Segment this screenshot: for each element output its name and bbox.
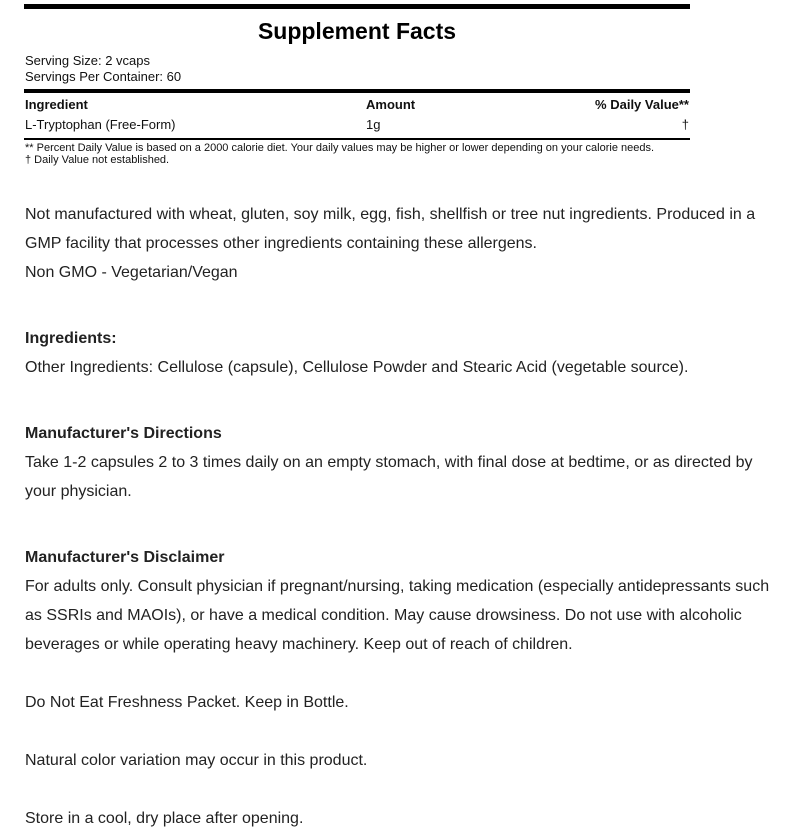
freshness-packet-text: Do Not Eat Freshness Packet. Keep in Bottle. [25,694,349,711]
thin-rule [24,138,690,140]
header-daily-value: % Daily Value** [595,97,689,112]
footnote-dv-not-established: † Daily Value not established. [25,154,170,166]
ingredients-heading: Ingredients: [25,330,117,347]
storage-text: Store in a cool, dry place after opening. [25,810,304,827]
footnote-percent-dv: ** Percent Daily Value is based on a 2000 calorie diet. Your daily values may be higher or lower depending on your calorie needs. [25,142,655,154]
facts-header-row [24,95,690,115]
row-ingredient: L-Tryptophan (Free-Form) [25,117,176,132]
serving-size: Serving Size: 2 vcaps [25,53,151,68]
non-gmo-statement: Non GMO - Vegetarian/Vegan [25,264,238,281]
directions-heading: Manufacturer's Directions [25,425,222,442]
product-description [25,200,785,833]
color-variation-text: Natural color variation may occur in this product. [25,752,368,769]
serving-info [24,53,690,85]
facts-row [24,115,690,135]
header-amount: Amount [366,97,416,112]
disclaimer-text: For adults only. Consult physician if pregnant/nursing, taking medication (especially antidepressants such as SSRIs and MAOIs), or have a medical condition. May cause drowsiness. Do not use with alcoholic beverages or while operating heavy machinery. Keep out of reach of children. [25,578,770,653]
thick-rule [24,89,690,93]
disclaimer-heading: Manufacturer's Disclaimer [25,549,225,566]
top-rule [24,4,690,9]
directions-text: Take 1-2 capsules 2 to 3 times daily on an empty stomach, with final dose at bedtime, or as directed by your physician. [25,454,753,500]
footnotes [24,142,690,166]
row-amount: 1g [366,117,381,132]
allergen-statement: Not manufactured with wheat, gluten, soy milk, egg, fish, shellfish or tree nut ingredients. Produced in a GMP facility that processes other ingredients containing these allergens. [25,206,756,252]
supplement-facts-panel [24,4,690,166]
servings-per-container: Servings Per Container: 60 [25,69,182,84]
facts-title: Supplement Facts [257,18,457,44]
header-ingredient: Ingredient [25,97,88,112]
row-daily-value: † [681,117,689,132]
ingredients-text: Other Ingredients: Cellulose (capsule), Cellulose Powder and Stearic Acid (vegetable source). [25,359,689,376]
